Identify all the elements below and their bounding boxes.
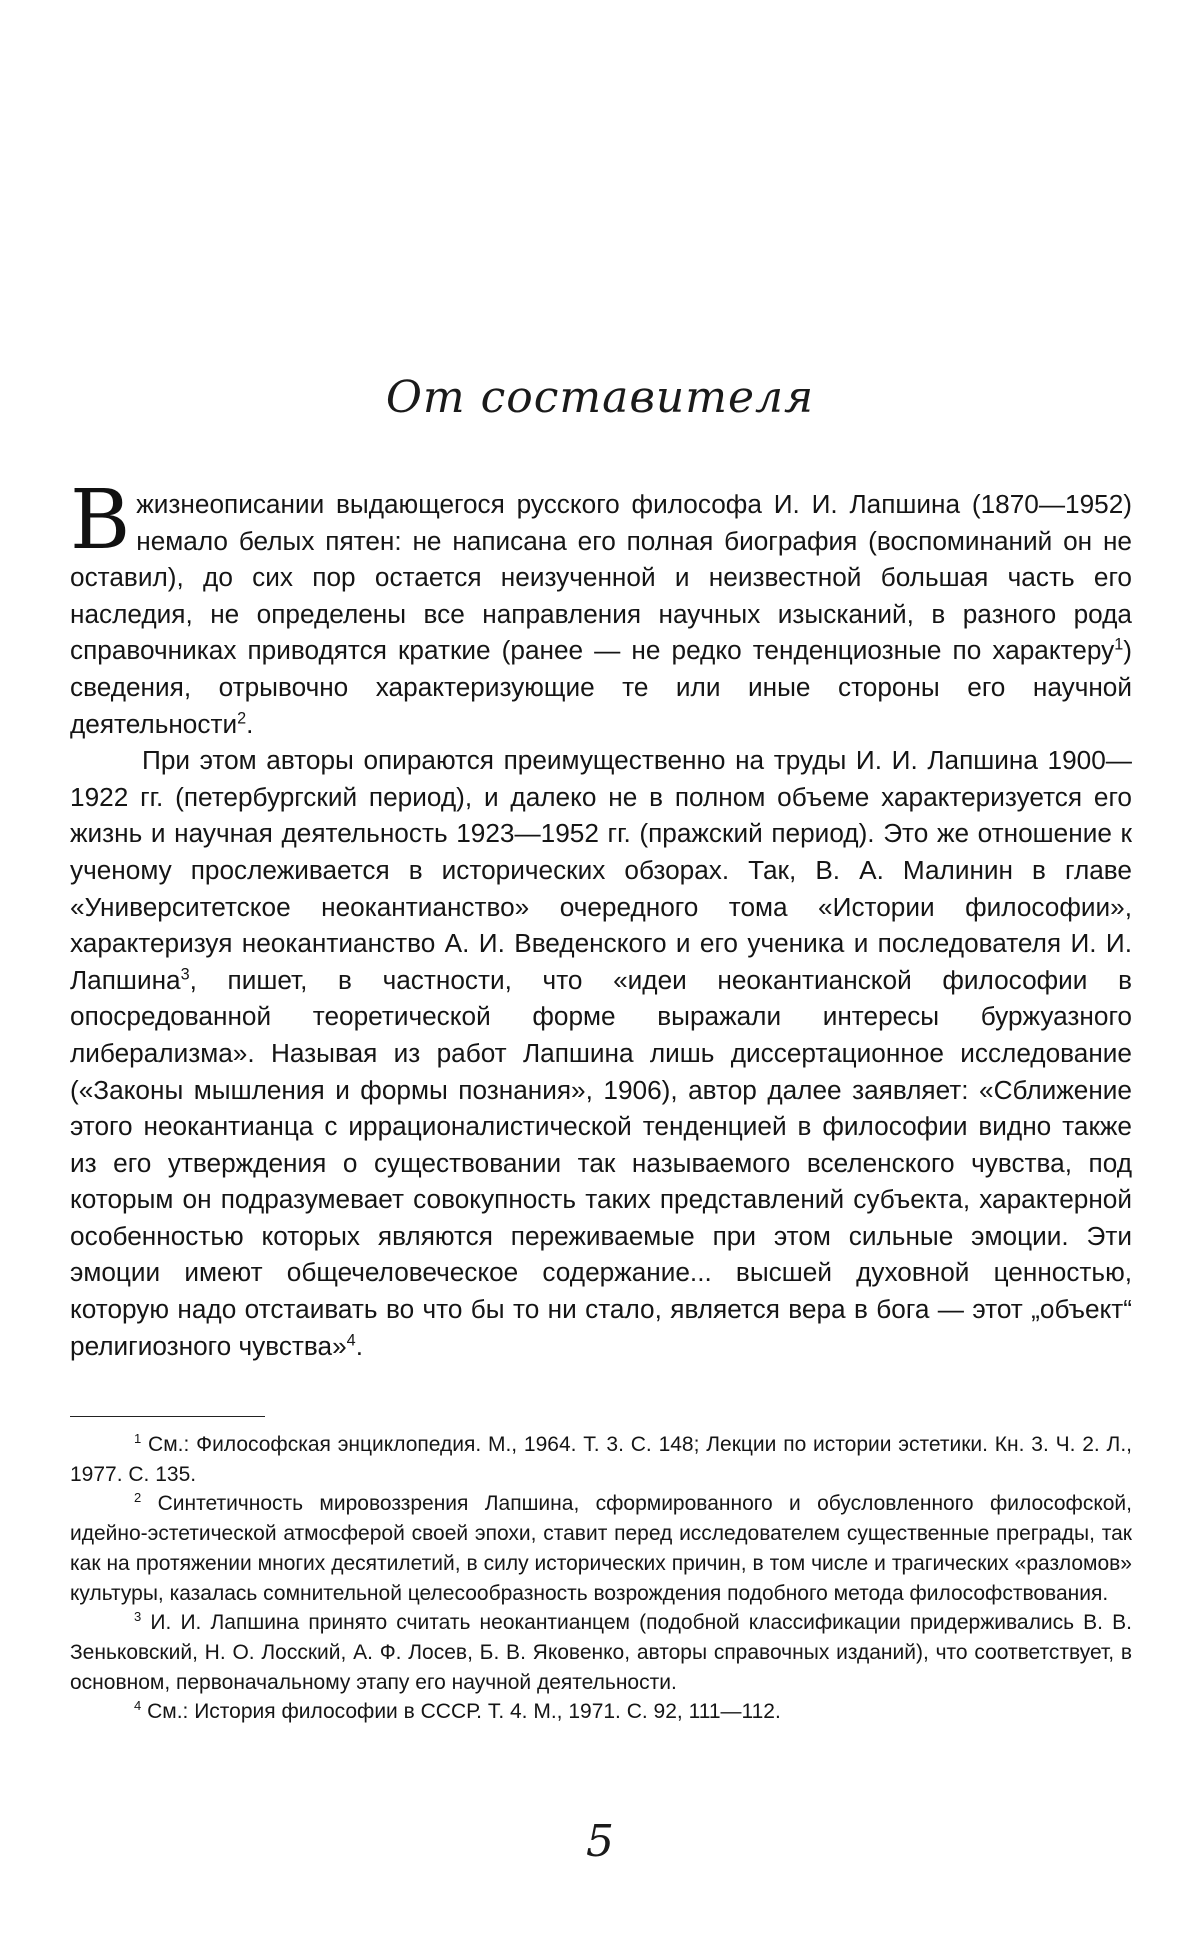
footnote-text: И. И. Лапшина принято считать неокантианцем (подобной классификации придерживались В. В. Зеньковский, Н. О. Лосский, А. Ф. Лосев, Б. В. Яковенко, авторы справочных изданий), что соответствует, в основном, первоначальному этапу его научной деятельности. (70, 1611, 1132, 1694)
footnote-2 (70, 1489, 1132, 1608)
chapter-title: От составителя (385, 372, 815, 423)
footnotes (70, 1430, 1132, 1727)
main-text (70, 473, 1132, 1364)
footnote-ref-2: 2 (237, 708, 247, 727)
footnote-text: См.: История философии в СССР. Т. 4. М., 1971. С. 92, 111—112. (141, 1700, 781, 1724)
footnote-ref-3: 3 (180, 964, 190, 983)
footnote-4 (70, 1697, 1132, 1727)
footnote-text: См.: Философская энциклопедия. М., 1964. Т. 3. С. 148; Лекции по истории эстетики. Кн. 3. Ч. 2. Л., 1977. С. 135. (70, 1433, 1132, 1486)
footnote-1 (70, 1430, 1132, 1489)
footnote-text: Синтетичность мировоззрения Лапшина, сформированного и обусловленного философской, идейно-эстетической атмосферой своей эпохи, ставит перед исследователем существенные преграды, так как на протяжении многих десятилетий, в силу исторических причин, в том числе и трагических «разломов» культуры, казалась сомнительной целесообразность возрождения подобного метода философствования. (70, 1492, 1132, 1605)
footnote-ref-1: 1 (1114, 635, 1124, 654)
paragraph-1-text: жизнеописании выдающегося русского философа И. И. Лапшина (1870—1952) немало белых пятен: не написана его полная биография (воспоминаний он не оставил), до сих пор остается неизученной и неизвестной большая часть его наследия, не определены все направления научных изысканий, в разного рода справочниках приводятся краткие (ранее — не редко тенденциозные по характеру (70, 489, 1132, 666)
footnote-separator (70, 1416, 265, 1417)
paragraph-1-end: . (246, 708, 254, 739)
footnote-number: 4 (134, 1698, 142, 1714)
footnote-ref-4: 4 (346, 1330, 356, 1349)
paragraph-1 (70, 473, 1132, 742)
footnote-number: 1 (134, 1431, 142, 1446)
paragraph-2-text: При этом авторы опираются преимущественно на труды И. И. Лапшина 1900—1922 гг. (петербургский период), и далеко не в полном объеме характеризуется его жизнь и научная деятельность 1923—1952 гг. (пражский период). Это же отношение к ученому прослеживается в исторических обзорах. Так, В. А. Малинин в главе «Университетское неокантианство» очередного тома «Истории философии», характеризуя неокантианство А. И. Введенского и его ученика и последователя И. И. Лапшина (70, 745, 1132, 995)
paragraph-2-end: . (355, 1330, 363, 1361)
footnote-3 (70, 1608, 1132, 1697)
footnote-number: 3 (134, 1609, 142, 1625)
paragraph-2 (70, 742, 1132, 1364)
footnote-number: 2 (134, 1490, 142, 1506)
paragraph-1-text-cont: ) сведения, отрывочно характеризующие те или иные стороны его научной деятельности (70, 635, 1132, 739)
drop-cap-letter: В (70, 473, 131, 568)
paragraph-2-text-cont: , пишет, в частности, что «идеи неокантианской философии в опосредованной теоретической форме выражали интересы буржуазного либерализма». Называя из работ Лапшина лишь диссертационное исследование («Законы мышления и формы познания», 1906), автор далее заявляет: «Сближение этого неокантианца с иррационалистической тенденцией в философии видно также из его утверждения о существовании так называемого вселенского чувства, под которым он подразумевает совокупность таких представлений субъекта, характерной особенностью которых являются переживаемые при этом сильные эмоции. Эти эмоции имеют общечеловеческое содержание... высшей духовной ценностью, которую надо отстаивать во что бы то ни стало, является вера в бога — этот „объект“ религиозного чувства» (70, 964, 1132, 1361)
page-number: 5 (586, 1816, 614, 1867)
